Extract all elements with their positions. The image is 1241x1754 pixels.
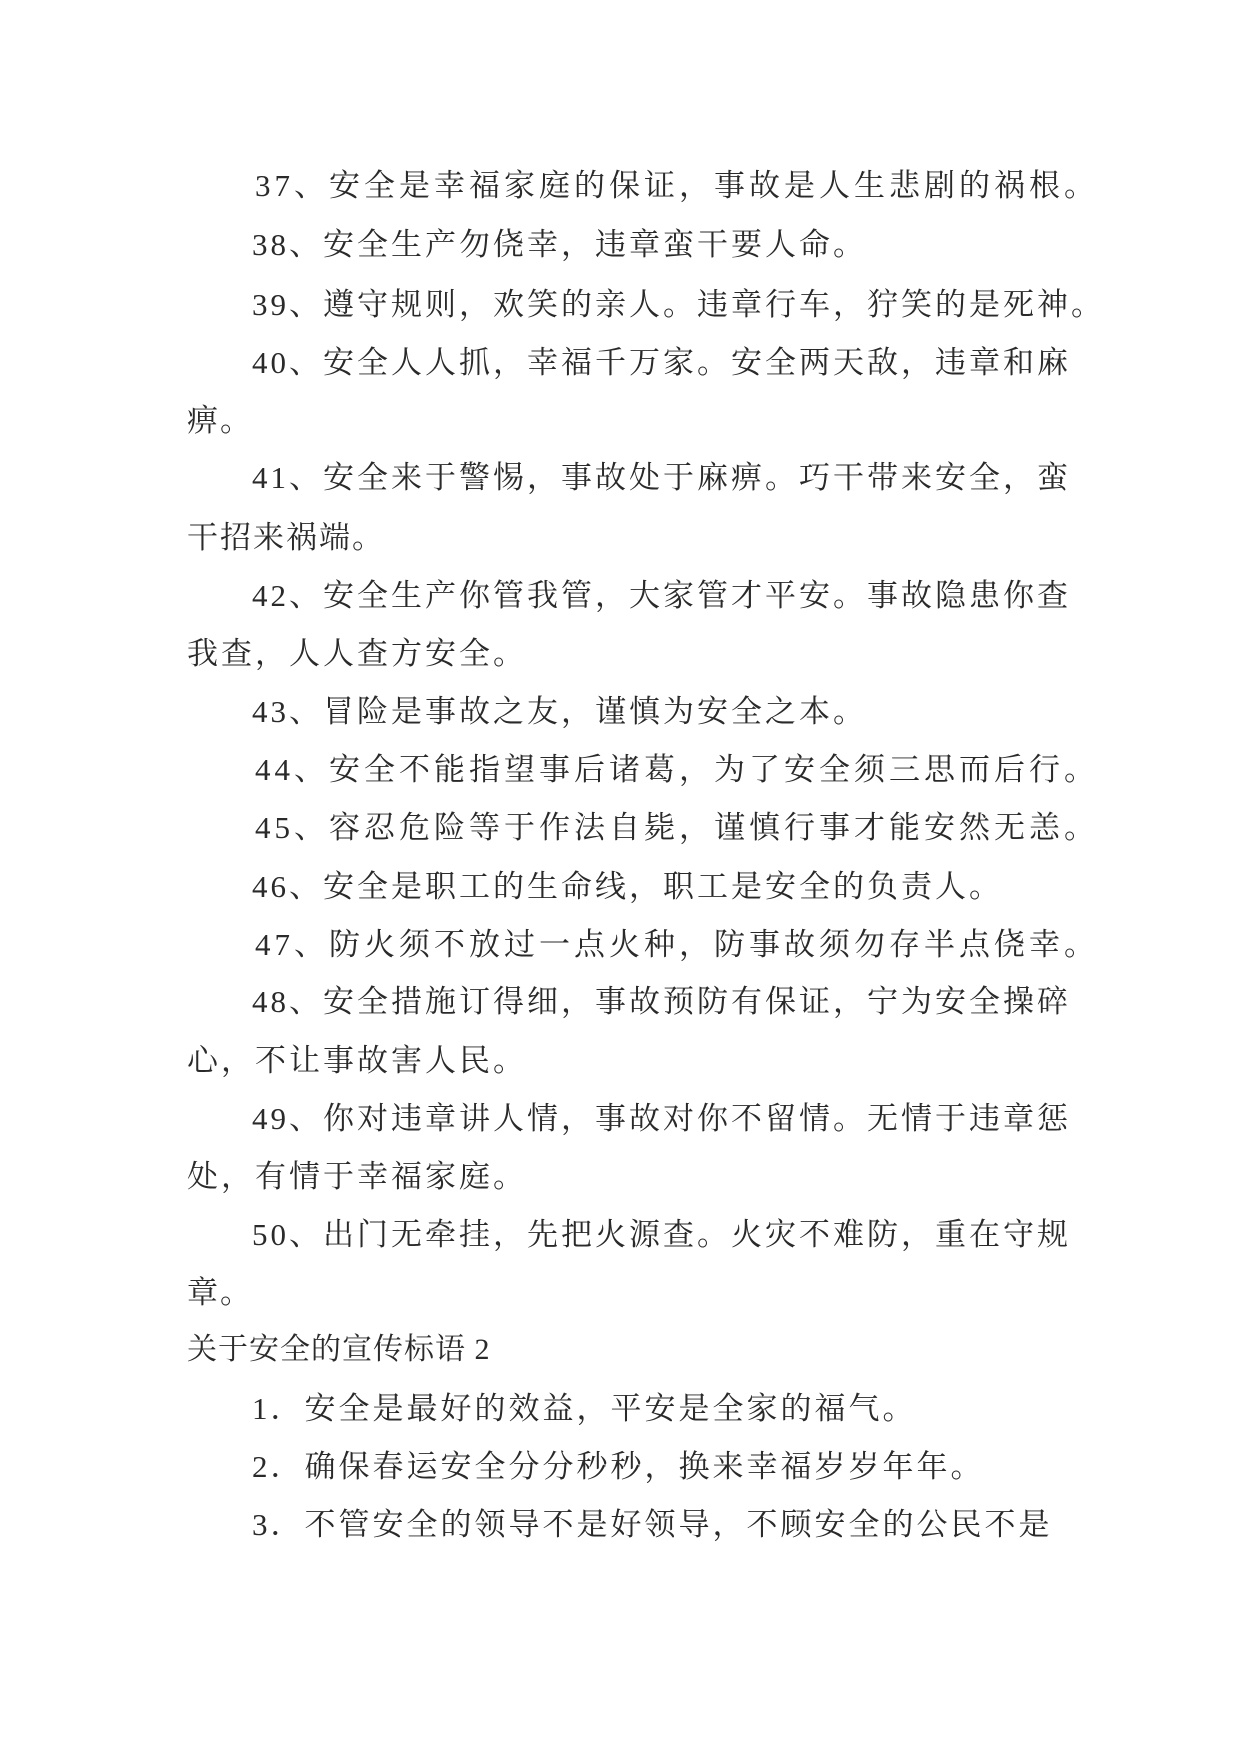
slogan-45: 45、容忍危险等于作法自毙，谨慎行事才能安然无恙。 xyxy=(255,810,1099,845)
slogan-41-continued: 干招来祸端。 xyxy=(187,520,385,555)
slogan-3: 3．不管安全的领导不是好领导，不顾安全的公民不是 xyxy=(252,1507,1053,1542)
slogan-43: 43、冒险是事故之友，谨慎为安全之本。 xyxy=(252,694,867,729)
slogan-47: 47、防火须不放过一点火种，防事故须勿存半点侥幸。 xyxy=(255,927,1099,962)
slogan-44: 44、安全不能指望事后诸葛，为了安全须三思而后行。 xyxy=(255,752,1099,787)
slogan-37: 37、安全是幸福家庭的保证，事故是人生悲剧的祸根。 xyxy=(255,168,1099,203)
slogan-49-continued: 处，有情于幸福家庭。 xyxy=(187,1159,527,1194)
slogan-41: 41、安全来于警惕，事故处于麻痹。巧干带来安全，蛮 xyxy=(252,460,1071,495)
slogan-40: 40、安全人人抓，幸福千万家。安全两天敌，违章和麻 xyxy=(252,345,1071,380)
slogan-42: 42、安全生产你管我管，大家管才平安。事故隐患你查 xyxy=(252,578,1071,613)
slogan-40-continued: 痹。 xyxy=(187,403,253,438)
slogan-42-continued: 我查，人人查方安全。 xyxy=(187,636,527,671)
slogan-46: 46、安全是职工的生命线，职工是安全的负责人。 xyxy=(252,869,1003,904)
slogan-50-continued: 章。 xyxy=(187,1275,253,1310)
slogan-39: 39、遵守规则，欢笑的亲人。违章行车，狞笑的是死神。 xyxy=(252,287,1105,322)
section-heading: 关于安全的宣传标语 2 xyxy=(187,1333,491,1366)
slogan-49: 49、你对违章讲人情，事故对你不留情。无情于违章惩 xyxy=(252,1101,1071,1136)
slogan-48-continued: 心，不让事故害人民。 xyxy=(187,1043,527,1078)
slogan-38: 38、安全生产勿侥幸，违章蛮干要人命。 xyxy=(252,227,867,262)
slogan-2: 2．确保春运安全分分秒秒，换来幸福岁岁年年。 xyxy=(252,1449,985,1484)
slogan-50: 50、出门无牵挂，先把火源查。火灾不难防，重在守规 xyxy=(252,1217,1071,1252)
slogan-48: 48、安全措施订得细，事故预防有保证，宁为安全操碎 xyxy=(252,984,1071,1019)
slogan-1: 1．安全是最好的效益，平安是全家的福气。 xyxy=(252,1391,917,1426)
